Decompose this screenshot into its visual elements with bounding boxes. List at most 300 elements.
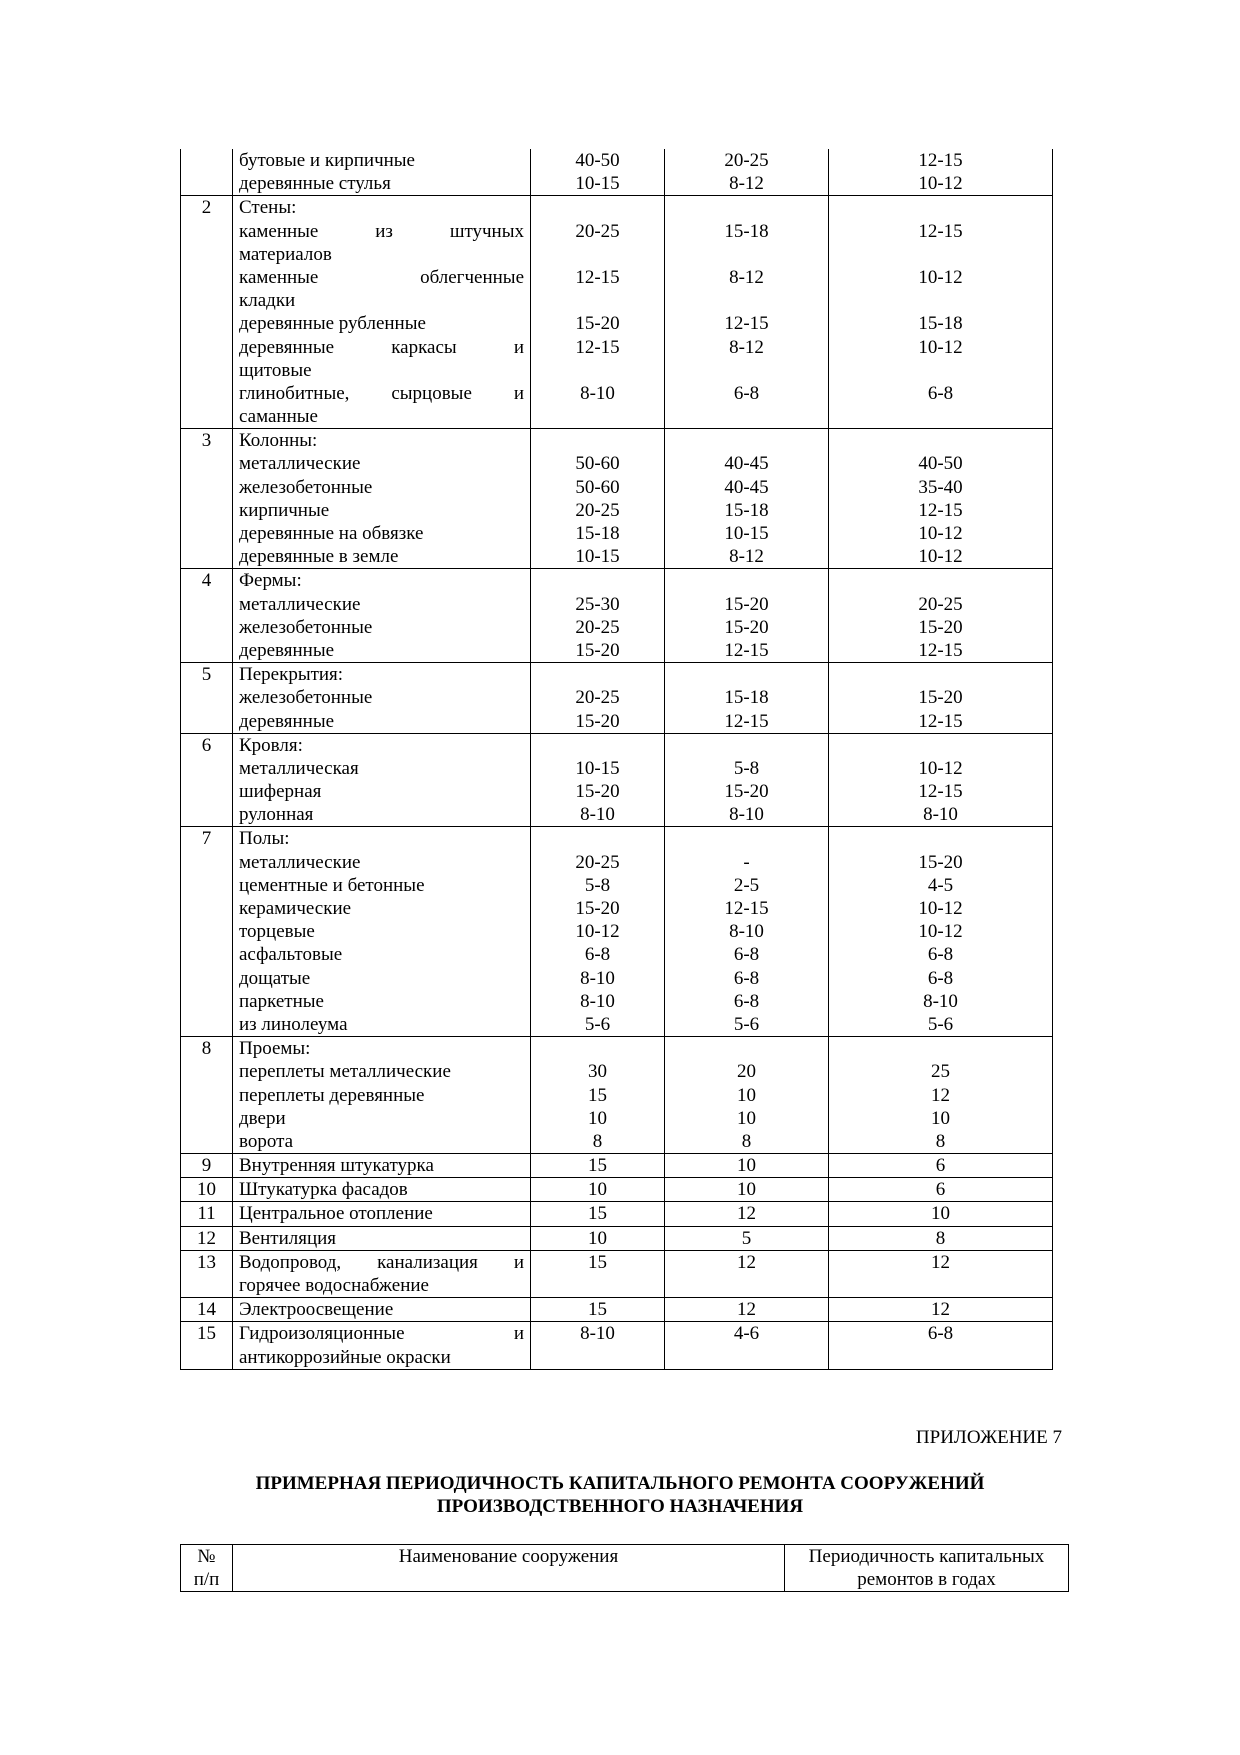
value-col-a-value: 40-50 xyxy=(575,150,620,171)
value-col-c-value xyxy=(829,359,1052,382)
element-name-line: саманные xyxy=(239,406,318,428)
value-col-a-cell xyxy=(531,1202,665,1226)
value-col-b-value: 10 xyxy=(737,1084,756,1106)
value-col-c-value: 5-6 xyxy=(927,1013,954,1035)
header-number-abbr: п/п xyxy=(193,1569,220,1590)
row-number-cell xyxy=(181,569,233,663)
value-col-c-value xyxy=(829,827,1052,850)
row-number-cell xyxy=(181,149,233,196)
value-col-b-value xyxy=(665,663,828,686)
row-number: 9 xyxy=(201,1155,212,1177)
value-col-a-value xyxy=(531,429,664,452)
value-col-b-value: 8-10 xyxy=(729,921,764,943)
value-col-c-cell xyxy=(829,733,1053,827)
value-col-b-value: 15-20 xyxy=(724,781,769,803)
value-col-b-value: 10 xyxy=(737,1179,756,1201)
value-col-c-value: 15-20 xyxy=(918,687,963,709)
element-name-line: из линолеума xyxy=(239,1013,348,1035)
element-name-line: деревянные рубленные xyxy=(239,313,426,335)
value-col-c-value: 12-15 xyxy=(918,150,963,171)
table-row xyxy=(181,1322,1053,1369)
value-col-b-value: 6-8 xyxy=(733,967,760,989)
element-name-cell xyxy=(233,827,531,1037)
value-col-a-cell xyxy=(531,827,665,1037)
row-number: 8 xyxy=(201,1038,212,1060)
element-name-line: каменные из штучных xyxy=(239,220,524,242)
value-col-c-value: 15-20 xyxy=(918,616,963,638)
value-col-b-value: 6-8 xyxy=(733,990,760,1012)
value-col-c-value: 12 xyxy=(931,1084,950,1106)
element-name-line: горячее водоснабжение xyxy=(239,1275,429,1296)
value-col-c-value: 25 xyxy=(931,1061,950,1083)
value-col-c-value: 12-15 xyxy=(918,639,963,661)
row-number: 2 xyxy=(201,197,212,219)
value-col-b-cell xyxy=(665,1322,829,1369)
value-col-a-cell xyxy=(531,149,665,196)
value-col-c-value: 10-12 xyxy=(918,336,963,358)
row-number-cell xyxy=(181,1226,233,1250)
value-col-b-cell xyxy=(665,827,829,1037)
value-col-a-value: 20-25 xyxy=(575,616,620,638)
value-col-b-value: 40-45 xyxy=(724,453,769,475)
row-number: 15 xyxy=(197,1323,216,1345)
element-name-line: щитовые xyxy=(239,359,312,381)
row-number: 7 xyxy=(201,828,212,850)
element-name-line: Фермы: xyxy=(239,570,302,592)
element-name-line: деревянные в земле xyxy=(239,546,399,568)
value-col-a-value xyxy=(531,196,664,219)
value-col-a-value xyxy=(531,243,664,266)
value-col-b-cell xyxy=(665,1037,829,1154)
value-col-c-value: 12 xyxy=(931,1251,950,1273)
element-name-cell xyxy=(233,1202,531,1226)
value-col-b-value: 40-45 xyxy=(724,476,769,498)
value-col-a-cell xyxy=(531,663,665,734)
value-col-b-value: 12-15 xyxy=(724,710,769,732)
element-name-line: цементные и бетонные xyxy=(239,874,425,896)
value-col-b-value: 8-12 xyxy=(729,546,764,568)
value-col-c-value: 15-18 xyxy=(918,313,963,335)
value-col-c-value: 6-8 xyxy=(927,382,954,404)
value-col-a-value: 8-10 xyxy=(580,990,615,1012)
value-col-b-cell xyxy=(665,196,829,429)
element-name-line: деревянные каркасы и xyxy=(239,336,524,358)
value-col-a-value: 5-8 xyxy=(584,874,611,896)
element-name-line: глинобитные, сырцовые и xyxy=(239,382,524,404)
value-col-a-value: 5-6 xyxy=(584,1013,611,1035)
value-col-b-value: 5 xyxy=(741,1227,752,1249)
element-name-line: кирпичные xyxy=(239,499,330,521)
value-col-a-value: 10-15 xyxy=(575,546,620,568)
header-structure-name-cell xyxy=(233,1545,785,1592)
value-col-a-value: 25-30 xyxy=(575,593,620,615)
value-col-b-cell xyxy=(665,1250,829,1297)
value-col-b-cell xyxy=(665,733,829,827)
value-col-c-cell xyxy=(829,1202,1053,1226)
value-col-a-value: 15-20 xyxy=(575,710,620,732)
value-col-a-value: 20-25 xyxy=(575,499,620,521)
value-col-a-value xyxy=(531,359,664,382)
value-col-c-cell xyxy=(829,569,1053,663)
element-name-line: кладки xyxy=(239,290,296,312)
value-col-b-value: 15-18 xyxy=(724,687,769,709)
value-col-a-value: 15-20 xyxy=(575,898,620,919)
value-col-a-value: 6-8 xyxy=(584,944,611,966)
value-col-a-value: 10 xyxy=(588,1227,607,1249)
value-col-c-value: 8 xyxy=(935,1227,946,1249)
element-name-cell xyxy=(233,663,531,734)
table-row xyxy=(181,1298,1053,1322)
value-col-a-value: 12-15 xyxy=(575,266,620,288)
value-col-a-cell xyxy=(531,733,665,827)
value-col-b-value: 15-20 xyxy=(724,593,769,615)
element-name-line: Внутренняя штукатурка xyxy=(239,1155,434,1177)
value-col-c-value xyxy=(829,1037,1052,1060)
value-col-c-value: 6 xyxy=(935,1179,946,1201)
element-name-line: шиферная xyxy=(239,781,322,803)
value-col-c-value: 10-12 xyxy=(918,173,963,195)
value-col-b-value: 8-12 xyxy=(729,173,764,195)
value-col-c-value: 10-12 xyxy=(918,921,963,943)
value-col-a-value: 20-25 xyxy=(575,220,620,242)
value-col-c-cell xyxy=(829,429,1053,569)
value-col-b-cell xyxy=(665,1154,829,1178)
value-col-a-value: 20-25 xyxy=(575,851,620,873)
value-col-c-value xyxy=(829,429,1052,452)
element-name-line: Колонны: xyxy=(239,430,318,452)
row-number: 11 xyxy=(197,1203,216,1225)
table-row xyxy=(181,429,1053,569)
element-name-cell xyxy=(233,1298,531,1322)
row-number-cell xyxy=(181,1154,233,1178)
value-col-a-value: 8-10 xyxy=(580,1323,615,1345)
value-col-a-value xyxy=(531,405,664,428)
header-number-cell xyxy=(181,1545,233,1592)
table-row xyxy=(181,1178,1053,1202)
element-name-cell xyxy=(233,1250,531,1297)
element-name-line: каменные облегченные xyxy=(239,266,524,288)
element-name-line: материалов xyxy=(239,243,332,265)
value-col-b-value: 6-8 xyxy=(733,382,760,404)
value-col-b-value xyxy=(665,1037,828,1060)
element-name-line: железобетонные xyxy=(239,687,373,709)
value-col-c-value xyxy=(829,734,1052,757)
value-col-b-value: 12 xyxy=(737,1251,756,1273)
value-col-b-value xyxy=(665,289,828,312)
table-row xyxy=(181,149,1053,196)
structures-header-table xyxy=(180,1544,1069,1592)
value-col-c-value: 10 xyxy=(931,1107,950,1129)
element-name-cell xyxy=(233,1322,531,1369)
value-col-b-value: 12-15 xyxy=(724,898,769,919)
value-col-b-value: 4-6 xyxy=(733,1323,760,1345)
value-col-a-cell xyxy=(531,1037,665,1154)
value-col-a-cell xyxy=(531,1226,665,1250)
value-col-c-value: 8-10 xyxy=(923,804,958,826)
element-name-line: асфальтовые xyxy=(239,944,343,966)
element-name-line: паркетные xyxy=(239,990,324,1012)
title-line-1: ПРИМЕРНАЯ ПЕРИОДИЧНОСТЬ КАПИТАЛЬНОГО РЕМОНТА СООРУЖЕНИЙ xyxy=(255,1473,985,1494)
value-col-a-value: 15 xyxy=(588,1203,607,1225)
element-name-line: Водопровод, канализация и xyxy=(239,1251,524,1273)
table-row xyxy=(181,663,1053,734)
row-number-cell xyxy=(181,827,233,1037)
value-col-a-value: 8 xyxy=(592,1130,603,1152)
value-col-c-cell xyxy=(829,663,1053,734)
element-name-cell xyxy=(233,1037,531,1154)
element-name-line: Стены: xyxy=(239,197,297,219)
value-col-b-value: 12-15 xyxy=(724,639,769,661)
value-col-c-cell xyxy=(829,1154,1053,1178)
value-col-a-value: 10 xyxy=(588,1107,607,1129)
row-number: 13 xyxy=(197,1251,216,1273)
element-name-line: деревянные на обвязке xyxy=(239,523,424,544)
value-col-c-value: 10 xyxy=(931,1203,950,1225)
element-name-line: Проемы: xyxy=(239,1038,311,1060)
value-col-b-value: 10 xyxy=(737,1107,756,1129)
value-col-b-cell xyxy=(665,429,829,569)
value-col-c-value: 12-15 xyxy=(918,781,963,803)
value-col-c-cell xyxy=(829,827,1053,1037)
element-name-line: Центральное отопление xyxy=(239,1203,433,1225)
value-col-b-value: 15-18 xyxy=(724,220,769,242)
element-name-line: антикоррозийные окраски xyxy=(239,1346,451,1368)
value-col-b-value: 20-25 xyxy=(724,150,769,171)
value-col-b-value xyxy=(665,569,828,592)
table-row xyxy=(181,1037,1053,1154)
value-col-c-value xyxy=(829,289,1052,312)
value-col-a-value xyxy=(531,663,664,686)
element-name-line: ворота xyxy=(239,1130,294,1152)
table-row xyxy=(181,1250,1053,1297)
value-col-a-cell xyxy=(531,196,665,429)
value-col-c-value: 12-15 xyxy=(918,220,963,242)
value-col-a-value: 15 xyxy=(588,1155,607,1177)
value-col-c-value: 40-50 xyxy=(918,453,963,475)
value-col-b-value: 15-20 xyxy=(724,616,769,638)
value-col-a-value: 15-20 xyxy=(575,639,620,661)
row-number: 4 xyxy=(201,570,212,592)
row-number: 10 xyxy=(197,1179,216,1201)
element-name-line: Гидроизоляционные и xyxy=(239,1323,524,1345)
value-col-a-value xyxy=(531,734,664,757)
value-col-a-value xyxy=(531,1274,664,1297)
element-name-line: железобетонные xyxy=(239,616,373,638)
value-col-b-value xyxy=(665,1346,828,1369)
value-col-c-value: 12-15 xyxy=(918,499,963,521)
row-number-cell xyxy=(181,196,233,429)
value-col-c-value: 6 xyxy=(935,1155,946,1177)
repair-periodicity-table xyxy=(180,149,1053,1370)
value-col-b-value xyxy=(665,1274,828,1297)
element-name-line: деревянные стулья xyxy=(239,173,391,195)
element-name-line: железобетонные xyxy=(239,476,373,498)
element-name-line: Электроосвещение xyxy=(239,1299,394,1321)
value-col-a-value: 10-15 xyxy=(575,173,620,195)
value-col-c-value: 20-25 xyxy=(918,593,963,615)
value-col-c-value: 10-12 xyxy=(918,757,963,779)
value-col-c-value: 6-8 xyxy=(927,1323,954,1345)
value-col-a-value xyxy=(531,827,664,850)
value-col-c-value xyxy=(829,569,1052,592)
value-col-c-cell xyxy=(829,1322,1053,1369)
value-col-a-value: 15 xyxy=(588,1084,607,1106)
row-number: 3 xyxy=(201,430,212,452)
element-name-line: Вентиляция xyxy=(239,1227,337,1249)
value-col-b-value: 2-5 xyxy=(733,874,760,896)
appendix-label: ПРИЛОЖЕНИЕ 7 xyxy=(915,1427,1062,1448)
header-row xyxy=(181,1545,1069,1592)
table-row xyxy=(181,827,1053,1037)
row-number-cell xyxy=(181,429,233,569)
value-col-a-value: 10-12 xyxy=(575,921,620,943)
row-number: 12 xyxy=(197,1227,216,1249)
value-col-b-value: 5-8 xyxy=(733,757,760,779)
element-name-line: металлическая xyxy=(239,757,359,779)
value-col-b-value xyxy=(665,734,828,757)
row-number-cell xyxy=(181,1298,233,1322)
element-name-line: бутовые и кирпичные xyxy=(239,150,415,171)
row-number-cell xyxy=(181,1178,233,1202)
value-col-a-cell xyxy=(531,429,665,569)
value-col-c-cell xyxy=(829,1226,1053,1250)
value-col-b-value xyxy=(665,243,828,266)
element-name-line: переплеты деревянные xyxy=(239,1084,425,1106)
value-col-c-value: 35-40 xyxy=(918,476,963,498)
value-col-a-cell xyxy=(531,569,665,663)
value-col-c-cell xyxy=(829,149,1053,196)
value-col-b-cell xyxy=(665,663,829,734)
header-periodicity-line-2: ремонтов в годах xyxy=(857,1569,996,1590)
value-col-b-value: 20 xyxy=(737,1061,756,1083)
element-name-line: двери xyxy=(239,1107,286,1129)
value-col-a-value xyxy=(531,1346,664,1369)
element-name-line: переплеты металлические xyxy=(239,1061,451,1083)
value-col-a-value: 15-18 xyxy=(575,523,620,544)
table-row xyxy=(181,1154,1053,1178)
element-name-line: керамические xyxy=(239,898,352,919)
element-name-line: дощатые xyxy=(239,967,311,989)
value-col-a-value: 12-15 xyxy=(575,336,620,358)
element-name-line: Штукатурка фасадов xyxy=(239,1179,408,1201)
value-col-c-value: 15-20 xyxy=(918,851,963,873)
header-periodicity-line-1: Периодичность капитальных xyxy=(808,1546,1045,1567)
value-col-b-value: 5-6 xyxy=(733,1013,760,1035)
value-col-b-value: - xyxy=(743,851,750,873)
value-col-c-value: 10-12 xyxy=(918,523,963,544)
value-col-a-value: 10 xyxy=(588,1179,607,1201)
value-col-b-value: 8-12 xyxy=(729,336,764,358)
header-structure-name: Наименование сооружения xyxy=(398,1546,619,1567)
value-col-c-value: 10-12 xyxy=(918,898,963,919)
value-col-a-cell xyxy=(531,1250,665,1297)
value-col-b-value: 12 xyxy=(737,1203,756,1225)
row-number: 6 xyxy=(201,734,212,756)
value-col-b-cell xyxy=(665,1298,829,1322)
value-col-b-value xyxy=(665,405,828,428)
value-col-c-value xyxy=(829,1274,1052,1297)
row-number-cell xyxy=(181,1250,233,1297)
value-col-c-value: 8 xyxy=(935,1130,946,1152)
row-number: 14 xyxy=(197,1299,216,1321)
value-col-c-value: 10-12 xyxy=(918,266,963,288)
value-col-b-value: 8-10 xyxy=(729,804,764,826)
value-col-a-value xyxy=(531,1037,664,1060)
value-col-c-value xyxy=(829,663,1052,686)
value-col-c-value: 8-10 xyxy=(923,990,958,1012)
element-name-line: металлические xyxy=(239,851,361,873)
value-col-c-value: 6-8 xyxy=(927,944,954,966)
value-col-a-value xyxy=(531,569,664,592)
value-col-c-cell xyxy=(829,1178,1053,1202)
value-col-c-value: 10-12 xyxy=(918,546,963,568)
value-col-c-cell xyxy=(829,1298,1053,1322)
row-number-cell xyxy=(181,663,233,734)
value-col-a-value: 8-10 xyxy=(580,382,615,404)
table-row xyxy=(181,733,1053,827)
row-number-cell xyxy=(181,1202,233,1226)
element-name-line: рулонная xyxy=(239,804,314,826)
value-col-c-value xyxy=(829,405,1052,428)
value-col-c-value xyxy=(829,243,1052,266)
table-row xyxy=(181,1226,1053,1250)
element-name-line: металлические xyxy=(239,453,361,475)
value-col-a-cell xyxy=(531,1154,665,1178)
element-name-cell xyxy=(233,1154,531,1178)
value-col-b-value xyxy=(665,827,828,850)
value-col-a-value: 15-20 xyxy=(575,313,620,335)
value-col-b-cell xyxy=(665,569,829,663)
element-name-line: Полы: xyxy=(239,828,290,850)
value-col-c-value xyxy=(829,196,1052,219)
element-name-line: Перекрытия: xyxy=(239,664,344,686)
element-name-cell xyxy=(233,149,531,196)
value-col-b-cell xyxy=(665,1178,829,1202)
value-col-b-value xyxy=(665,429,828,452)
document-title xyxy=(200,1472,1040,1518)
value-col-b-value: 8 xyxy=(741,1130,752,1152)
value-col-b-value: 8-12 xyxy=(729,266,764,288)
value-col-c-value xyxy=(829,1346,1052,1369)
value-col-b-value: 10 xyxy=(737,1155,756,1177)
element-name-cell xyxy=(233,1178,531,1202)
value-col-a-value: 15 xyxy=(588,1251,607,1273)
value-col-a-value: 8-10 xyxy=(580,967,615,989)
row-number-cell xyxy=(181,1037,233,1154)
row-number xyxy=(181,149,232,172)
value-col-b-value: 12-15 xyxy=(724,313,769,335)
value-col-c-value: 12 xyxy=(931,1299,950,1321)
value-col-c-cell xyxy=(829,196,1053,429)
value-col-a-value: 20-25 xyxy=(575,687,620,709)
value-col-b-value: 12 xyxy=(737,1299,756,1321)
element-name-cell xyxy=(233,569,531,663)
element-name-line: Кровля: xyxy=(239,734,303,756)
value-col-a-value: 15 xyxy=(588,1299,607,1321)
row-number-cell xyxy=(181,1322,233,1369)
value-col-b-cell xyxy=(665,1202,829,1226)
element-name-line: деревянные xyxy=(239,639,335,661)
value-col-c-cell xyxy=(829,1037,1053,1154)
element-name-cell xyxy=(233,733,531,827)
header-number-symbol: № xyxy=(197,1546,216,1567)
element-name-cell xyxy=(233,429,531,569)
value-col-a-value: 50-60 xyxy=(575,476,620,498)
table-body xyxy=(181,149,1053,1369)
value-col-b-value xyxy=(665,196,828,219)
value-col-b-value: 10-15 xyxy=(724,523,769,544)
value-col-b-cell xyxy=(665,1226,829,1250)
